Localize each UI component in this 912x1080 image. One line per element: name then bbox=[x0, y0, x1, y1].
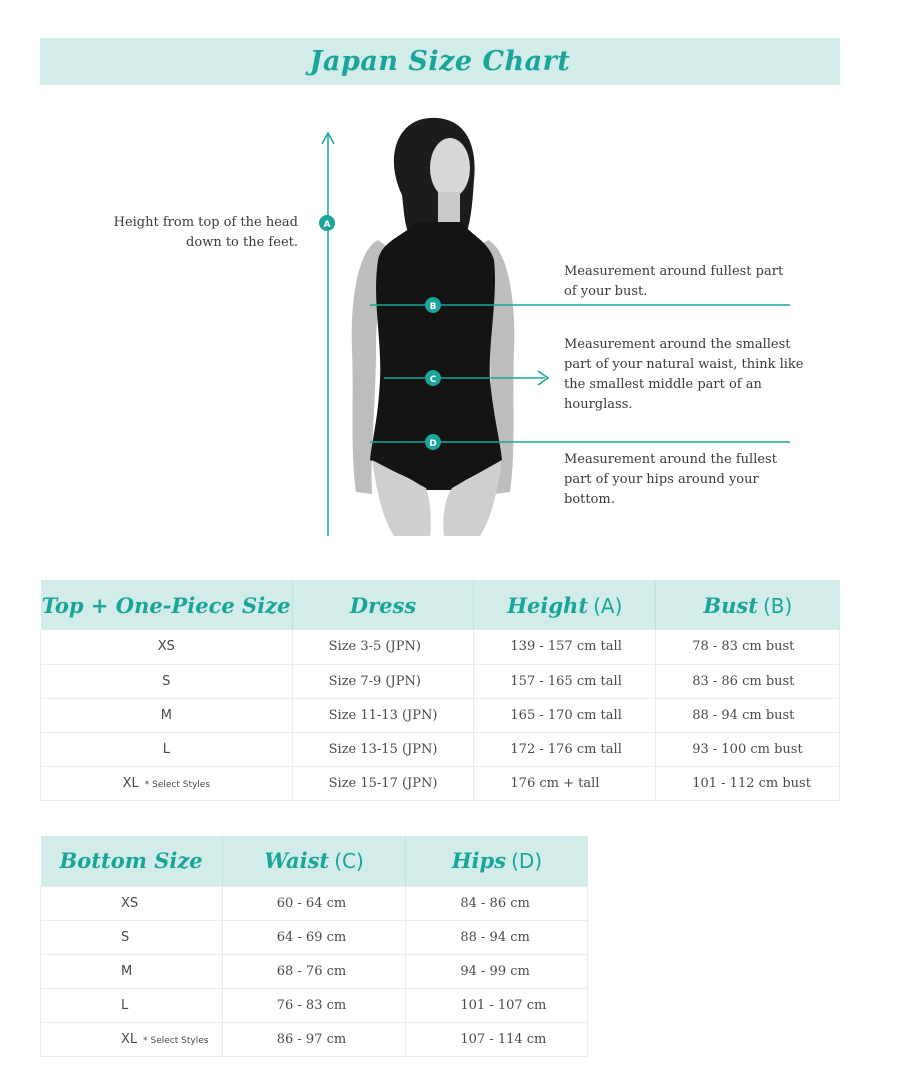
header-top-size: Top + One-Piece Size bbox=[41, 580, 293, 630]
marker-c bbox=[425, 370, 441, 386]
size-cell: S bbox=[41, 664, 293, 698]
height-cell: 176 cm + tall bbox=[474, 766, 656, 800]
table-row bbox=[41, 920, 588, 954]
hips-cell: 101 - 107 cm bbox=[406, 988, 588, 1022]
top-size-table bbox=[40, 580, 840, 801]
dress-cell: Size 11-13 (JPN) bbox=[292, 698, 474, 732]
hips-cell: 84 - 86 cm bbox=[406, 886, 588, 920]
header-bust: Bust (B) bbox=[656, 580, 840, 630]
dress-cell: Size 15-17 (JPN) bbox=[292, 766, 474, 800]
table-row bbox=[41, 664, 840, 698]
bust-cell: 88 - 94 cm bust bbox=[656, 698, 840, 732]
table-row bbox=[41, 766, 840, 800]
header-dress: Dress bbox=[292, 580, 474, 630]
svg-text:A: A bbox=[323, 220, 331, 230]
marker-b bbox=[425, 297, 441, 313]
bottom-size-table bbox=[40, 836, 588, 1057]
size-cell: S bbox=[41, 920, 223, 954]
hips-description: Measurement around the fullest part of your hips around your bottom. bbox=[564, 452, 777, 507]
hips-cell: 94 - 99 cm bbox=[406, 954, 588, 988]
bust-cell: 83 - 86 cm bust bbox=[656, 664, 840, 698]
measurement-figure bbox=[0, 100, 912, 550]
header-hips: Hips (D) bbox=[406, 836, 588, 886]
marker-d bbox=[425, 434, 441, 450]
height-cell: 157 - 165 cm tall bbox=[474, 664, 656, 698]
select-styles-note: * Select Styles bbox=[144, 779, 211, 790]
hips-cell: 88 - 94 cm bbox=[406, 920, 588, 954]
size-cell: M bbox=[41, 698, 293, 732]
hips-cell: 107 - 114 cm bbox=[406, 1022, 588, 1056]
header-height: Height (A) bbox=[474, 580, 656, 630]
header-waist: Waist (C) bbox=[222, 836, 406, 886]
marker-a bbox=[319, 215, 335, 231]
waist-description: Measurement around the smallest part of your natural waist, think like the smallest middle part of an hourglass. bbox=[564, 337, 804, 412]
size-cell: XL * Select Styles bbox=[41, 1022, 223, 1056]
table-row bbox=[41, 954, 588, 988]
bust-cell: 101 - 112 cm bust bbox=[656, 766, 840, 800]
waist-cell: 76 - 83 cm bbox=[222, 988, 406, 1022]
svg-text:D: D bbox=[429, 439, 437, 449]
size-cell: XS bbox=[41, 630, 293, 664]
svg-text:B: B bbox=[429, 302, 437, 312]
waist-cell: 60 - 64 cm bbox=[222, 886, 406, 920]
top-table-header bbox=[41, 580, 840, 630]
waist-cell: 86 - 97 cm bbox=[222, 1022, 406, 1056]
dress-cell: Size 3-5 (JPN) bbox=[292, 630, 474, 664]
page-title: Japan Size Chart bbox=[309, 46, 571, 77]
size-cell: XS bbox=[41, 886, 223, 920]
waist-cell: 68 - 76 cm bbox=[222, 954, 406, 988]
bust-cell: 78 - 83 cm bust bbox=[656, 630, 840, 664]
table-row bbox=[41, 988, 588, 1022]
table-row bbox=[41, 1022, 588, 1056]
table-row bbox=[41, 886, 588, 920]
bust-cell: 93 - 100 cm bust bbox=[656, 732, 840, 766]
size-cell: L bbox=[41, 988, 223, 1022]
size-cell: L bbox=[41, 732, 293, 766]
waist-cell: 64 - 69 cm bbox=[222, 920, 406, 954]
height-cell: 139 - 157 cm tall bbox=[474, 630, 656, 664]
height-cell: 165 - 170 cm tall bbox=[474, 698, 656, 732]
table-row bbox=[41, 630, 840, 664]
height-cell: 172 - 176 cm tall bbox=[474, 732, 656, 766]
size-cell: XL * Select Styles bbox=[41, 766, 293, 800]
svg-text:C: C bbox=[429, 375, 437, 385]
model-silhouette bbox=[352, 118, 515, 536]
bottom-table-header bbox=[41, 836, 588, 886]
table-row bbox=[41, 732, 840, 766]
select-styles-note: * Select Styles bbox=[143, 1035, 209, 1046]
header-bottom-size: Bottom Size bbox=[41, 836, 223, 886]
bust-description: Measurement around fullest part of your bust. bbox=[564, 264, 784, 299]
title-bar bbox=[40, 38, 840, 85]
size-cell: M bbox=[41, 954, 223, 988]
dress-cell: Size 13-15 (JPN) bbox=[292, 732, 474, 766]
height-description: Height from top of the head down to the feet. bbox=[113, 215, 298, 250]
table-row bbox=[41, 698, 840, 732]
dress-cell: Size 7-9 (JPN) bbox=[292, 664, 474, 698]
